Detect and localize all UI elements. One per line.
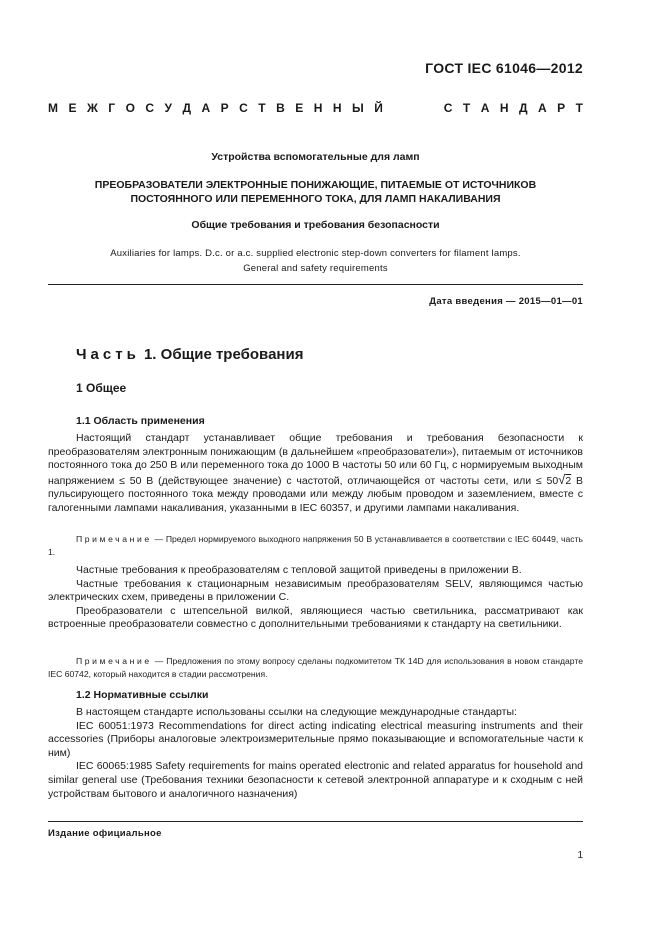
banner-letter: Ы [351, 101, 364, 115]
selv-paragraph: Частные требования к стационарным независимым преобразователям SELV, являющимся частью электрических схем, приведены в приложении С. [48, 577, 583, 604]
section-1-2-heading: 1.2 Нормативные ссылки [76, 689, 209, 701]
main-title-line-2: ПОСТОЯННОГО ИЛИ ПЕРЕМЕННОГО ТОКА, ДЛЯ ЛАМП НАКАЛИВАНИЯ [130, 193, 501, 205]
banner-letter: Т [462, 101, 471, 115]
interstate-standard-banner [48, 101, 583, 115]
page-number: 1 [577, 850, 583, 861]
main-title-line-1: ПРЕОБРАЗОВАТЕЛИ ЭЛЕКТРОННЫЕ ПОНИЖАЮЩИЕ, ПИТАЕМЫЕ ОТ ИСТОЧНИКОВ [94, 179, 537, 191]
banner-letter: Г [108, 101, 116, 115]
note-1 [48, 533, 583, 558]
banner-letter: М [48, 101, 58, 115]
banner-letter: Н [499, 101, 509, 115]
note-2-label: Примечание [76, 656, 152, 666]
scope-paragraph [48, 432, 583, 516]
banner-letter: С [145, 101, 155, 115]
plug-converters-paragraph: Преобразователи с штепсельной вилкой, являющиеся частью светильника, рассматривают как встроенные преобразователи совместно с дополнительными требованиями к стандарту на светильники. [48, 604, 583, 631]
banner-letter: Н [332, 101, 342, 115]
references-block [48, 706, 583, 801]
banner-letter: Р [220, 101, 229, 115]
banner-letter: Т [575, 101, 583, 115]
banner-letter: Д [518, 101, 528, 115]
banner-letter: Т [258, 101, 266, 115]
banner-letter: Е [295, 101, 304, 115]
sqrt-icon: √ [558, 471, 566, 487]
banner-letter: А [480, 101, 490, 115]
main-title [48, 178, 583, 206]
scope-text-b: В пульсирующего постоянного тока между проводами или между любым проводом и заземлением, вместе с галогенными лампами накаливания, указанными в IEC 60357, и другими лампами накаливания. [48, 474, 583, 514]
scope-text-a: Настоящий стандарт устанавливает общие требования и требования безопасности к преобразователям электронным понижающим (в дальнейшем «преобразователи»), питаемым от источников постоянного тока до 250 В или переменного тока до 1000 В частоты 50 или 60 Гц, с нормируемым выходным напряжением ≤ 50 В (действующее значение) с частотой, отличающейся от частоты сети, или ≤ 50 [48, 432, 583, 487]
banner-letter: А [201, 101, 211, 115]
english-title-line-1: Auxiliaries for lamps. D.c. or a.c. supplied electronic step-down converters for filament lamps. [110, 248, 521, 259]
section-1-heading: 1 Общее [76, 381, 127, 395]
banner-letter: С [239, 101, 248, 115]
banner-letter: Ж [86, 101, 98, 115]
banner-letter: У [164, 101, 172, 115]
note-1-label: Примечание [76, 534, 152, 544]
english-title [48, 246, 583, 276]
reference-iec-60065: IEC 60065:1985 Safety requirements for mains operated electronic and related apparatus for household and similar general use (Требования техники безопасности к сетевой электронной аппаратуре и к сходным с ней устройствам бытового и аналогичного назначения) [48, 760, 583, 800]
reference-iec-60051: IEC 60051:1973 Recommendations for direct acting indicating electrical measuring instruments and their accessories (Приборы аналоговые электроизмерительные прямо показывающие и вспомогательные части к ним) [48, 719, 583, 759]
banner-letter: Й [374, 101, 383, 115]
banner-letter: О [125, 101, 135, 115]
note-2-text: — Предложения по этому вопросу сделаны подкомитетом ТК 14D для использования в новом стандарте IEC 60742, который находится в стадии рассмотрения. [48, 656, 583, 679]
part-name: 1. Общие требования [143, 346, 304, 363]
references-intro: В настоящем стандарте использованы ссылки на следующие международные стандарты: [76, 706, 517, 718]
banner-letter: В [276, 101, 285, 115]
english-title-line-2: General and safety requirements [243, 263, 388, 274]
thermal-protection-paragraph: Частные требования к преобразователям с тепловой защитой приведены в приложении В. [76, 564, 522, 576]
section-1-1-heading: 1.1 Область применения [76, 415, 205, 427]
banner-gap [393, 101, 433, 115]
paragraphs-block [48, 564, 583, 632]
banner-letter: Е [68, 101, 77, 115]
subject-line: Устройства вспомогательные для ламп [211, 151, 420, 163]
official-edition-label: Издание официальное [48, 828, 162, 839]
part-prefix: Часть [76, 346, 140, 363]
introduction-date: Дата введения — 2015—01—01 [429, 296, 583, 307]
banner-letter: Д [182, 101, 192, 115]
requirements-title: Общие требования и требования безопасности [191, 219, 440, 231]
bottom-divider [48, 821, 583, 822]
banner-letter: Н [313, 101, 323, 115]
part-title [76, 346, 303, 363]
note-1-text: — Предел нормируемого выходного напряжения 50 В устанавливается в соответствии с IEC 60449, часть 1. [48, 534, 583, 557]
sqrt-radicand: 2 [565, 474, 572, 487]
note-2 [48, 655, 583, 680]
top-divider [48, 284, 583, 285]
banner-letter: С [443, 101, 453, 115]
banner-letter: А [538, 101, 547, 115]
banner-letter: Р [557, 101, 566, 115]
standard-code: ГОСТ IEC 61046—2012 [425, 60, 583, 76]
